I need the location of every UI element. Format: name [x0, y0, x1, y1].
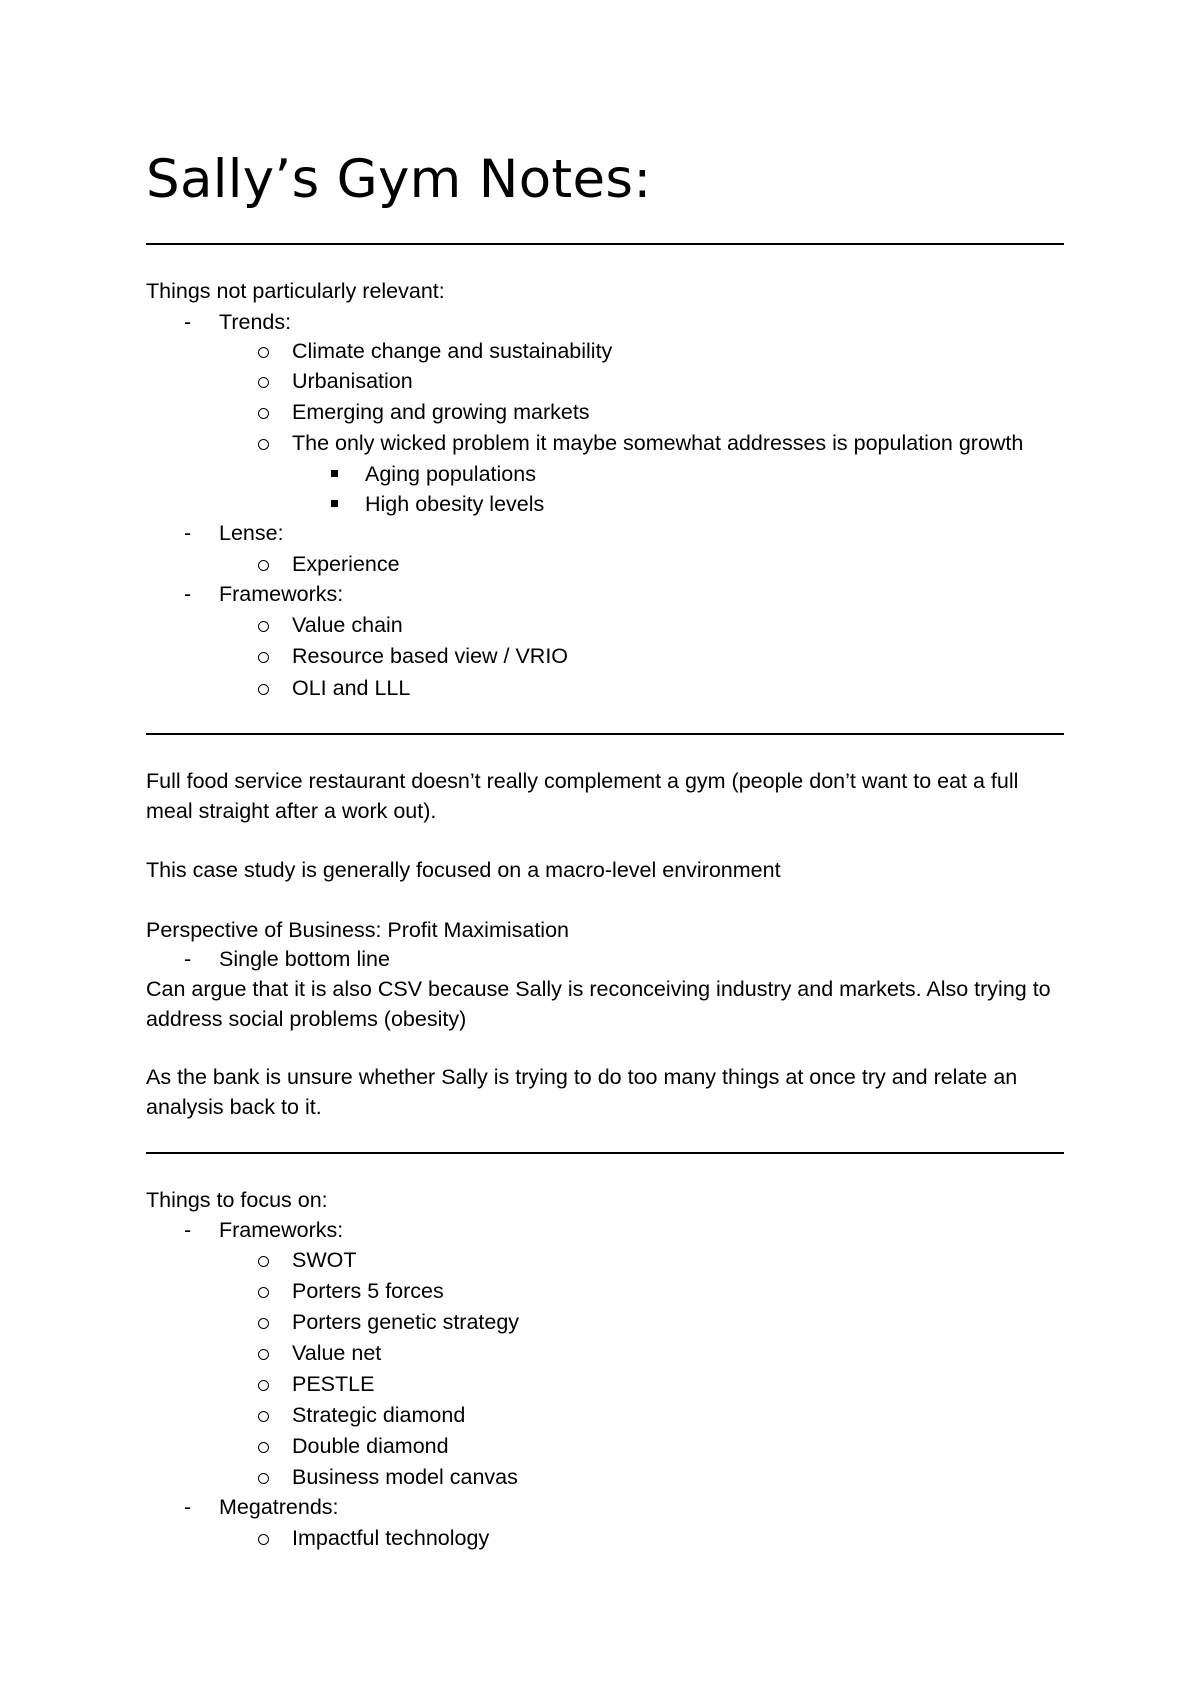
- list-item: Aging populations: [365, 462, 536, 486]
- paragraph: Full food service restaurant doesn’t really complement a gym (people don’t want to eat a full meal straight after a work out).: [146, 769, 1019, 823]
- paragraph: Can argue that it is also CSV because Sally is reconceiving industry and markets. Also trying to address social problems (obesity): [146, 977, 1051, 1031]
- circle-bullet-icon: [258, 377, 269, 388]
- list-item: Impactful technology: [292, 1526, 490, 1550]
- list-item: SWOT: [292, 1248, 357, 1272]
- list-item: High obesity levels: [365, 492, 545, 516]
- square-bullet-icon: [331, 500, 338, 507]
- circle-bullet-icon: [258, 1473, 269, 1484]
- circle-bullet-icon: [258, 1411, 269, 1422]
- paragraph: This case study is generally focused on a macro-level environment: [146, 858, 781, 882]
- circle-bullet-icon: [258, 347, 269, 358]
- circle-bullet-icon: [258, 1442, 269, 1453]
- list-item: Double diamond: [292, 1434, 449, 1458]
- list-item-frameworks: Frameworks:: [219, 1218, 344, 1242]
- circle-bullet-icon: [258, 1349, 269, 1360]
- horizontal-rule: [146, 1152, 1064, 1154]
- circle-bullet-icon: [258, 684, 269, 695]
- horizontal-rule: [146, 243, 1064, 245]
- circle-bullet-icon: [258, 1380, 269, 1391]
- dash-bullet: -: [184, 1495, 192, 1519]
- list-item: The only wicked problem it maybe somewhat addresses is population growth: [292, 431, 1024, 455]
- dash-bullet: -: [184, 521, 192, 545]
- circle-bullet-icon: [258, 408, 269, 419]
- circle-bullet-icon: [258, 1318, 269, 1329]
- list-item: Value chain: [292, 613, 403, 637]
- list-item: Single bottom line: [219, 947, 390, 971]
- list-item: Strategic diamond: [292, 1403, 466, 1427]
- list-item-lense: Lense:: [219, 521, 284, 545]
- list-item: Porters genetic strategy: [292, 1310, 520, 1334]
- circle-bullet-icon: [258, 621, 269, 632]
- circle-bullet-icon: [258, 652, 269, 663]
- section-heading-focus: Things to focus on:: [146, 1188, 328, 1212]
- list-item-megatrends: Megatrends:: [219, 1495, 339, 1519]
- dash-bullet: -: [184, 310, 192, 334]
- dash-bullet: -: [184, 582, 192, 606]
- circle-bullet-icon: [258, 1534, 269, 1545]
- circle-bullet-icon: [258, 560, 269, 571]
- list-item: Emerging and growing markets: [292, 400, 590, 424]
- page-title: Sally’s Gym Notes:: [146, 149, 652, 210]
- paragraph: Perspective of Business: Profit Maximisation: [146, 918, 569, 942]
- list-item: PESTLE: [292, 1372, 375, 1396]
- list-item: Porters 5 forces: [292, 1279, 444, 1303]
- list-item-frameworks: Frameworks:: [219, 582, 344, 606]
- list-item: Climate change and sustainability: [292, 339, 613, 363]
- paragraph: As the bank is unsure whether Sally is trying to do too many things at once try and relate an analysis back to it.: [146, 1065, 1018, 1119]
- circle-bullet-icon: [258, 1287, 269, 1298]
- list-item: Resource based view / VRIO: [292, 644, 569, 668]
- horizontal-rule: [146, 733, 1064, 735]
- list-item-trends: Trends:: [219, 310, 292, 334]
- dash-bullet: -: [184, 947, 192, 971]
- square-bullet-icon: [331, 470, 338, 477]
- circle-bullet-icon: [258, 1256, 269, 1267]
- list-item: Value net: [292, 1341, 382, 1365]
- section-heading-not-relevant: Things not particularly relevant:: [146, 279, 445, 303]
- dash-bullet: -: [184, 1218, 192, 1242]
- list-item: OLI and LLL: [292, 676, 411, 700]
- list-item: Business model canvas: [292, 1465, 518, 1489]
- list-item: Experience: [292, 552, 400, 576]
- list-item: Urbanisation: [292, 369, 413, 393]
- circle-bullet-icon: [258, 439, 269, 450]
